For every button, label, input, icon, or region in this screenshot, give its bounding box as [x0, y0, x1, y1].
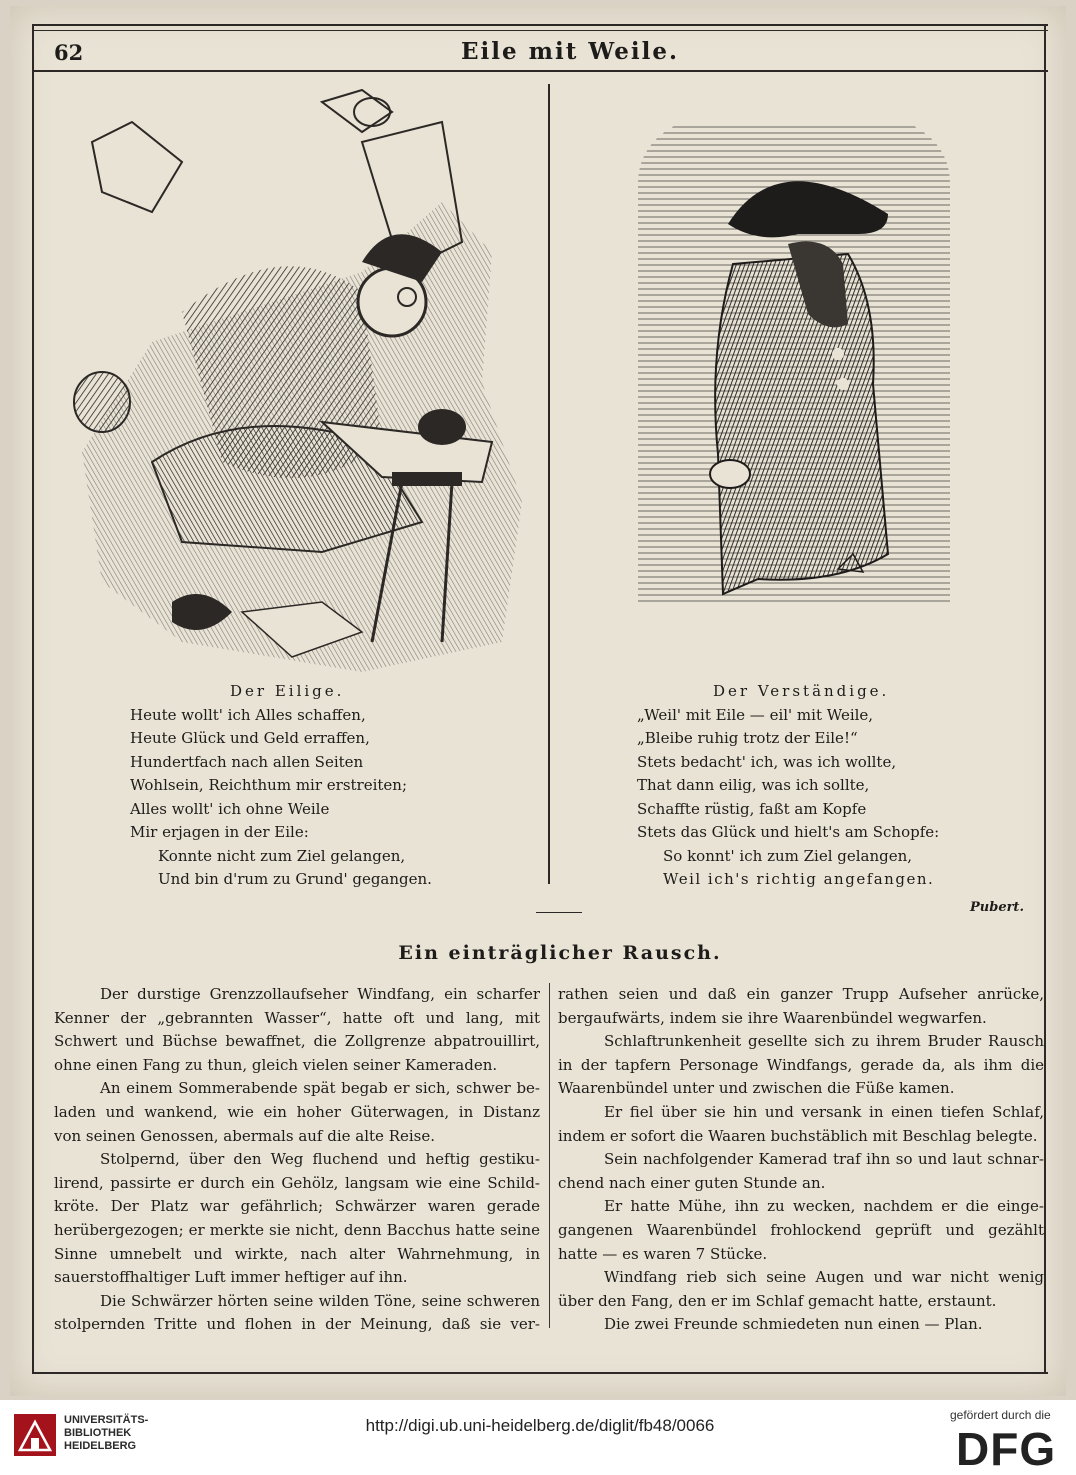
top-rule-outer — [32, 24, 1048, 26]
poem-line: Wohlsein, Reichthum mir erstreiten; — [130, 776, 408, 794]
library-name-line: UNIVERSITÄTS- — [64, 1414, 149, 1426]
section-separator — [536, 912, 582, 913]
text-line: Stolpernd, über den Weg fluchend und heftig gestiku- — [100, 1150, 540, 1169]
top-rule-inner — [32, 30, 1048, 31]
text-line: chend nach einer guten Stunde an. — [558, 1173, 826, 1192]
poem-line: Alles wollt' ich ohne Weile — [130, 799, 330, 818]
text-line: rathen seien und daß ein ganzer Trupp Aufseher anrücke, — [558, 985, 1044, 1003]
text-line: lirend, passirte er durch ein Gehölz, langsam wie eine Schild- — [54, 1173, 540, 1192]
university-library-name[interactable] — [64, 1414, 148, 1453]
poem-der-eilige — [130, 680, 510, 892]
text-line: Schlaftrunkenheit gesellte sich zu ihrem Bruder Rausch — [604, 1032, 1044, 1051]
poem-line: Mir erjagen in der Eile: — [130, 823, 309, 841]
author-signature: Pubert. — [970, 900, 1024, 915]
text-line: stolpernden Tritte und flohen in der Meinung, daß sie ver- — [54, 1315, 540, 1334]
viewer-footer — [0, 1400, 1076, 1475]
poem-line: Heute Glück und Geld erraffen, — [130, 729, 370, 747]
article-column-left — [54, 983, 540, 1337]
poem-line: Stets das Glück und hielt's am Schopfe: — [637, 823, 940, 841]
bottom-rule — [32, 1372, 1048, 1374]
text-line: von seinen Genossen, abermals auf die alte Reise. — [54, 1126, 436, 1145]
poem-line: So konnt' ich zum Ziel gelangen, — [663, 846, 913, 865]
text-line: herübergezogen; er merkte sie nicht, denn Bacchus hatte seine — [54, 1220, 540, 1239]
funding-note: gefördert durch die — [950, 1408, 1051, 1422]
permalink-url[interactable]: http://digi.ub.uni-heidelberg.de/diglit/fb48/0066 — [365, 1416, 715, 1435]
poem-line: „Weil' mit Eile — eil' mit Weile, — [637, 705, 874, 724]
poem-line: „Bleibe ruhig trotz der Eile!“ — [637, 729, 858, 747]
text-line: Sein nachfolgender Kamerad traf ihn so und laut schnar- — [604, 1150, 1044, 1169]
text-line: Sinne umnebelt und wirkte, nach alter Wahrnehmung, in — [54, 1244, 540, 1263]
illustration-divider — [548, 84, 550, 884]
poem-line: Schaffte rüstig, faßt am Kopfe — [637, 799, 867, 818]
text-line: kröte. Der Platz war gefährlich; Schwärzer waren gerade — [54, 1197, 540, 1216]
poem-line: Heute wollt' ich Alles schaffen, — [130, 705, 366, 724]
poem-title: Der Verständige. — [713, 682, 890, 700]
text-line: Waarenbündel unter und zwischen die Füße kamen. — [558, 1079, 955, 1098]
illustration-prudent-man — [638, 124, 950, 624]
text-line: indem er sofort die Waaren buchstäblich mit Beschlag belegte. — [558, 1126, 1038, 1145]
text-line: Kenner der „gebrannten Wasser“, hatte oft und lang, mit — [54, 1008, 540, 1027]
text-line: An einem Sommerabende spät begab er sich, schwer be- — [100, 1079, 540, 1098]
poem-line: Konnte nicht zum Ziel gelangen, — [158, 846, 406, 865]
page-number: 62 — [54, 40, 84, 65]
poem-line: Und bin d'rum zu Grund' gegangen. — [158, 870, 432, 888]
text-line: Er hatte Mühe, ihn zu wecken, nachdem er die einge- — [604, 1197, 1044, 1216]
text-line: Windfang rieb sich seine Augen und war nicht wenig — [604, 1268, 1044, 1287]
article-title: Ein einträglicher Rausch. — [398, 942, 722, 964]
header-rule — [32, 70, 1048, 72]
text-line: Schwert und Büchse bewaffnet, die Zollgrenze abpatrouillirt, — [54, 1032, 540, 1051]
text-line: ohne einen Fang zu thun, gleich vielen seiner Kameraden. — [54, 1055, 498, 1074]
text-line: sauerstoffhaltiger Luft immer heftiger auf ihn. — [54, 1268, 408, 1287]
poem-title: Der Eilige. — [230, 682, 345, 700]
poem-line: Hundertfach nach allen Seiten — [130, 752, 364, 771]
text-line: Der durstige Grenzzollaufseher Windfang, ein scharfer — [100, 985, 540, 1003]
university-library-logo-icon — [14, 1414, 56, 1456]
poem-line: That dann eilig, was ich sollte, — [637, 776, 870, 794]
text-line: in der tapfern Personage Windfangs, gerade da, als ihm die — [558, 1055, 1044, 1074]
text-line: bergaufwärts, indem sie ihre Waarenbündel wegwarfen. — [558, 1008, 987, 1027]
text-line: Die zwei Freunde schmiedeten nun einen — Plan. — [604, 1315, 983, 1334]
text-line: über den Fang, den er im Schlaf gemacht hatte, erstaunt. — [558, 1291, 997, 1310]
text-line: Die Schwärzer hörten seine wilden Töne, seine schweren — [100, 1291, 540, 1310]
text-line: hatte — es waren 7 Stücke. — [558, 1244, 768, 1263]
poem-line: Stets bedacht' ich, was ich wollte, — [637, 752, 897, 771]
article-column-right — [558, 983, 1044, 1337]
poem-der-verstaendige — [637, 680, 1017, 892]
illustration-hasty-man — [62, 82, 522, 682]
text-line: laden und wankend, wie ein hoher Güterwagen, in Distanz — [54, 1102, 540, 1121]
text-line: gangenen Waarenbündel frohlockend geprüft und gezählt — [558, 1220, 1044, 1239]
poem-line: Weil ich's richtig angefangen. — [663, 870, 935, 888]
dfg-logo[interactable]: DFG — [956, 1423, 1057, 1475]
library-name-line: HEIDELBERG — [64, 1440, 137, 1452]
column-divider — [549, 983, 550, 1328]
library-name-line: BIBLIOTHEK — [64, 1427, 132, 1439]
running-title: Eile mit Weile. — [460, 38, 680, 65]
text-line: Er fiel über sie hin und versank in einen tiefen Schlaf, — [604, 1102, 1044, 1121]
